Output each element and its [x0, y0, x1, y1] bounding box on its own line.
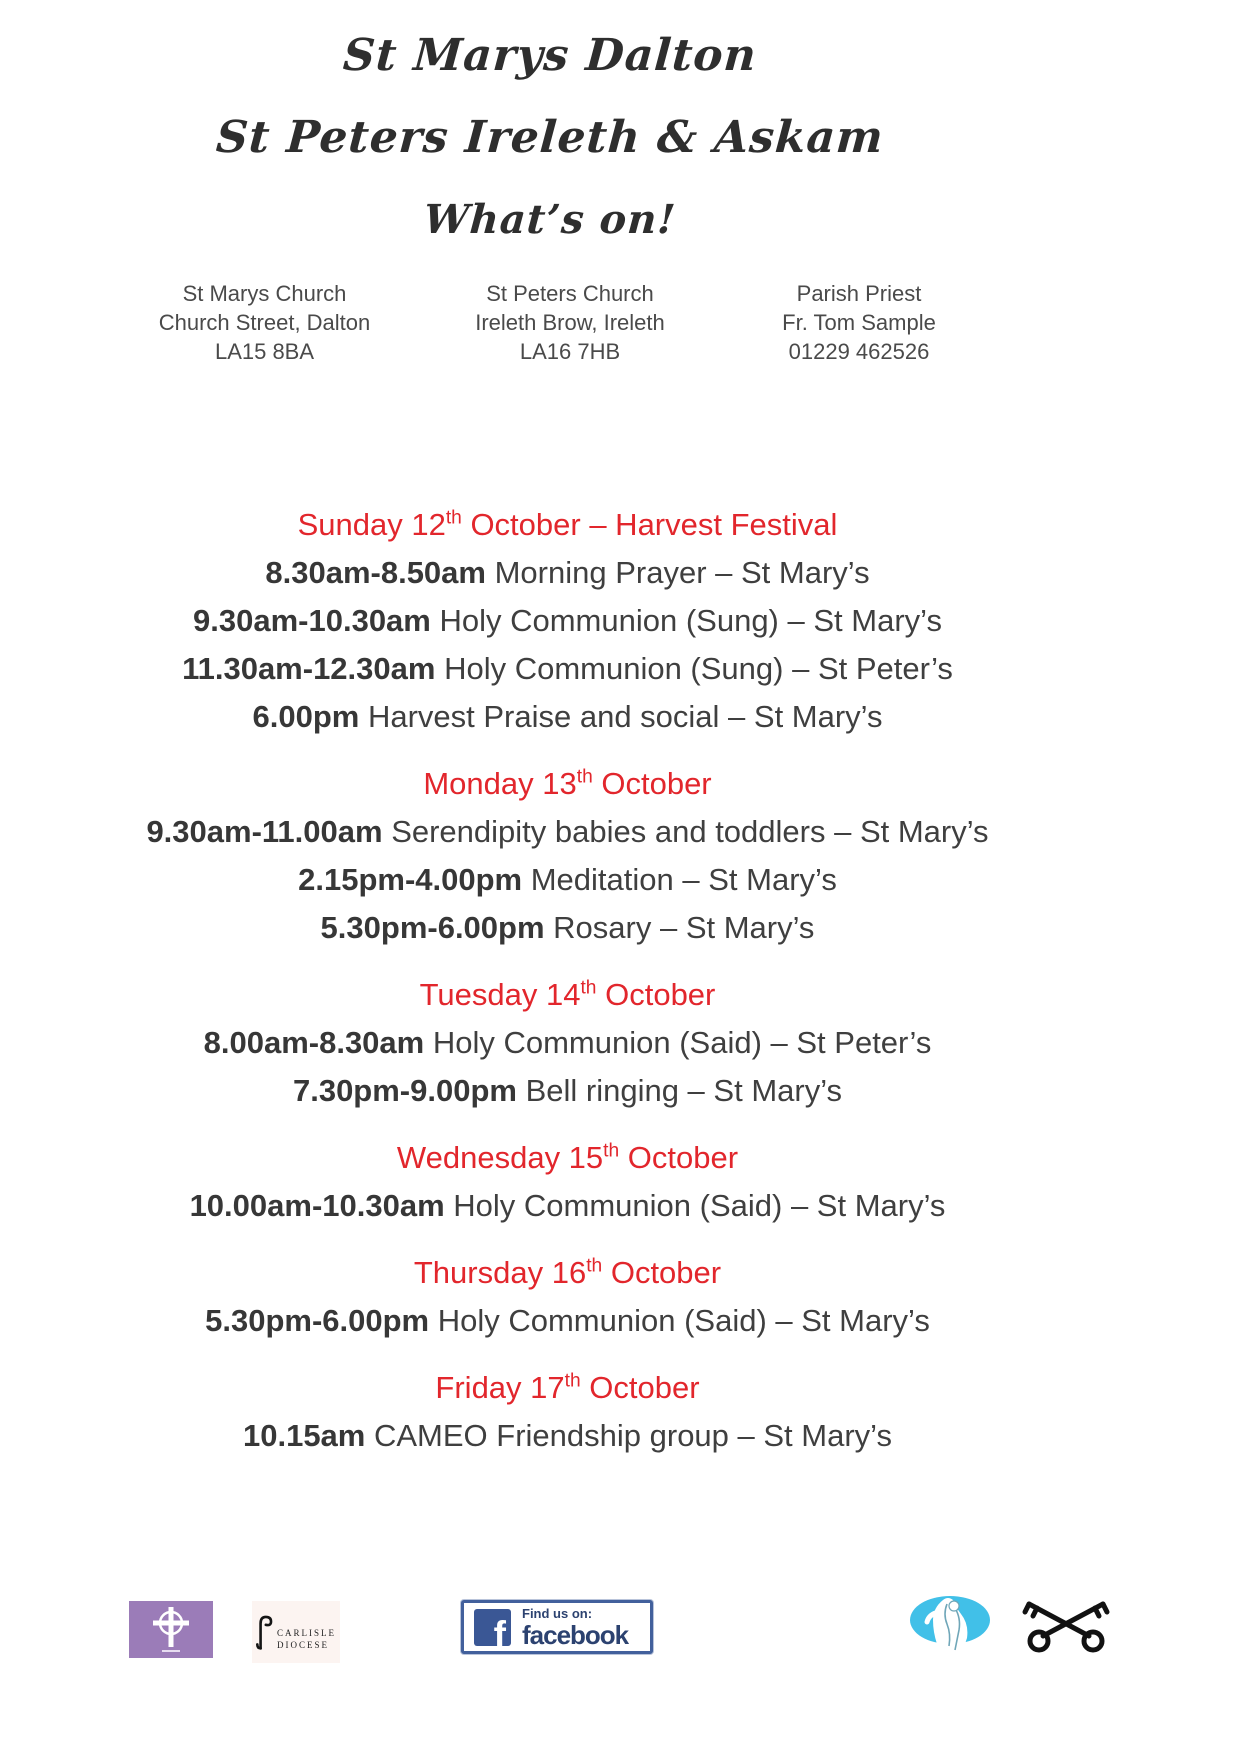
facebook-label: Find us on: facebook: [522, 1605, 629, 1650]
event-line: 7.30pm-9.00pm Bell ringing – St Mary’s: [292, 1073, 843, 1108]
page-title-st-peters-ireleth-askam: St Peters Ireleth & Askam: [214, 112, 886, 163]
crossed-keys-svg: [1015, 1596, 1117, 1654]
day-heading: Wednesday 15th October: [396, 1140, 739, 1175]
day-heading: Thursday 16th October: [413, 1255, 722, 1290]
weekly-schedule: [0, 501, 1135, 1479]
carlisle-diocese-label: CARLISLE DIOCESE: [276, 1628, 336, 1650]
event-line: 8.30am-8.50am Morning Prayer – St Mary’s: [265, 555, 870, 590]
contact-st-peters-church: [420, 279, 720, 366]
event-line: 5.30pm-6.00pm Rosary – St Mary’s: [320, 910, 815, 945]
madonna-icon: [903, 1594, 997, 1660]
st-marys-madonna-logo: [903, 1594, 997, 1660]
contact-phone: 01229 462526: [788, 339, 930, 364]
day-heading: Monday 13th October: [423, 766, 712, 801]
contact-parish-priest: [728, 279, 990, 366]
page-title-st-marys-dalton: St Marys Dalton: [341, 30, 759, 81]
contact-name: Parish Priest: [796, 281, 922, 306]
contact-address: Ireleth Brow, Ireleth: [475, 310, 665, 335]
page-title-whats-on: What’s on!: [422, 196, 678, 243]
contact-person: Fr. Tom Sample: [782, 310, 936, 335]
schedule-section-sunday: [0, 501, 1135, 741]
day-heading: Tuesday 14th October: [419, 977, 716, 1012]
event-line: 10.00am-10.30am Holy Communion (Said) – St Mary’s: [189, 1188, 946, 1223]
schedule-section-thursday: [0, 1249, 1135, 1345]
event-line: 9.30am-10.30am Holy Communion (Sung) – St Mary’s: [193, 603, 942, 638]
event-line: 5.30pm-6.00pm Holy Communion (Said) – St Mary’s: [205, 1303, 930, 1338]
event-line: 6.00pm Harvest Praise and social – St Mary’s: [252, 699, 883, 734]
crossed-keys-icon: [1015, 1596, 1117, 1654]
crozier-icon: [256, 1605, 273, 1659]
event-line: 2.15pm-4.00pm Meditation – St Mary’s: [298, 862, 837, 897]
schedule-section-wednesday: [0, 1134, 1135, 1230]
schedule-section-friday: [0, 1364, 1135, 1460]
schedule-section-monday: [0, 760, 1135, 952]
contact-postcode: LA15 8BA: [214, 339, 315, 364]
event-line: 9.30am-11.00am Serendipity babies and toddlers – St Mary’s: [146, 814, 989, 849]
contact-address: Church Street, Dalton: [158, 310, 371, 335]
cofe-cross-icon: [148, 1606, 194, 1654]
carlisle-diocese-logo: [252, 1601, 340, 1663]
schedule-section-tuesday: [0, 971, 1135, 1115]
event-line: 8.00am-8.30am Holy Communion (Said) – St Peter’s: [203, 1025, 932, 1060]
contact-name: St Marys Church: [182, 281, 347, 306]
facebook-badge: [461, 1600, 653, 1654]
day-heading: Sunday 12th October – Harvest Festival: [297, 507, 838, 542]
facebook-f-icon: f: [474, 1609, 511, 1646]
contact-st-marys-church: [112, 279, 417, 366]
day-heading: Friday 17th October: [435, 1370, 700, 1405]
event-line: 10.15am CAMEO Friendship group – St Mary’s: [242, 1418, 892, 1453]
event-line: 11.30am-12.30am Holy Communion (Sung) – St Peter’s: [182, 651, 953, 686]
contact-name: St Peters Church: [486, 281, 654, 306]
church-of-england-logo: [129, 1601, 213, 1658]
contact-postcode: LA16 7HB: [519, 339, 621, 364]
